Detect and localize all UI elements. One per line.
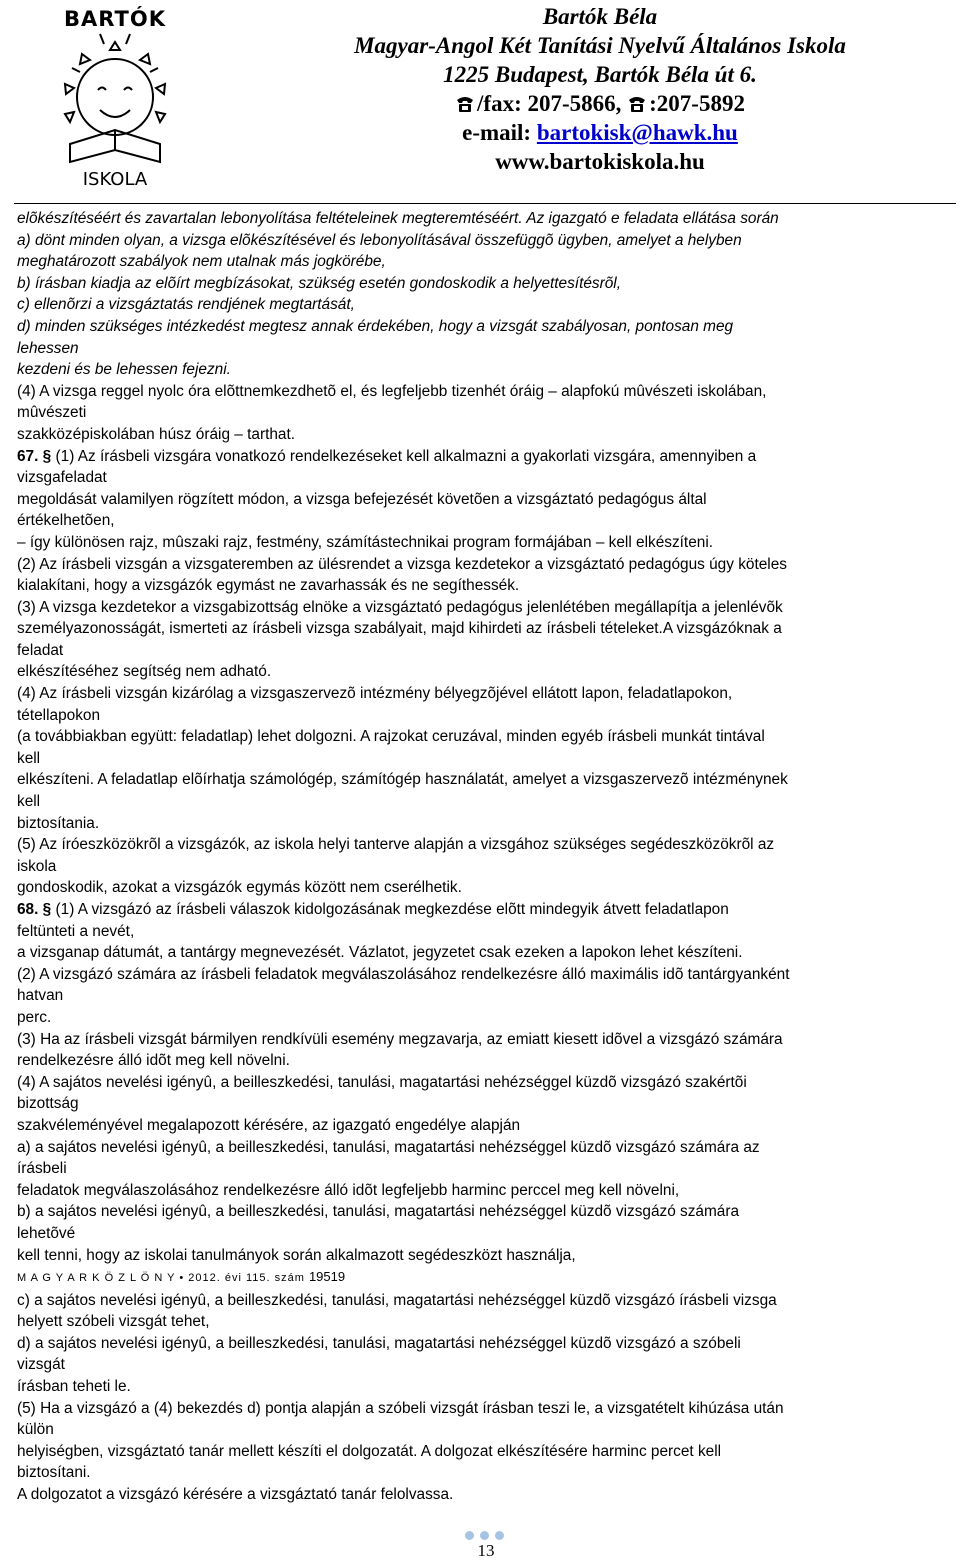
line-text: hatvan xyxy=(17,987,64,1005)
line-text: mûvészeti xyxy=(17,404,87,422)
text-line xyxy=(17,1050,955,1072)
line-text: (4) A sajátos nevelési igényû, a beilleszkedési, tanulási, magatartási nehézséggel küzdõ vizsgázó szakértõi xyxy=(17,1073,747,1091)
line-text: elkészíteni. A feladatlap elõírhatja számológép, számítógép használatát, amelyet a vizsgaszervezõ intézménynek xyxy=(17,771,788,789)
website[interactable]: www.bartokiskola.hu xyxy=(495,149,705,174)
line-text: c) ellenõrzi a vizsgáztatás rendjének megtartását, xyxy=(17,296,355,314)
text-line xyxy=(17,1093,955,1115)
text-line xyxy=(17,791,955,813)
email-line xyxy=(250,118,950,147)
line-text: bizottság xyxy=(17,1095,79,1113)
line-text: c) a sajátos nevelési igényû, a beilleszkedési, tanulási, magatartási nehézséggel küzdõ vizsgázó írásbeli vizsga xyxy=(17,1291,777,1309)
text-line xyxy=(17,683,955,705)
line-text: b) írásban kiadja az elõírt megbízásokat, szükség esetén gondoskodik a helyettesítésrõl, xyxy=(17,274,621,292)
line-text: rendelkezésre álló idõt meg kell növelni. xyxy=(17,1052,290,1070)
text-line xyxy=(17,1484,955,1506)
line-text: feladat xyxy=(17,641,64,659)
line-text: a) a sajátos nevelési igényû, a beilleszkedési, tanulási, magatartási nehézséggel küzdõ vizsgázó számára az xyxy=(17,1138,760,1156)
text-line xyxy=(17,661,955,683)
text-line xyxy=(17,251,955,273)
text-line xyxy=(17,1354,955,1376)
logo-top-text: BARTÓK xyxy=(64,7,166,31)
page-number: 13 xyxy=(477,1541,495,1560)
text-line xyxy=(17,705,955,727)
document-body xyxy=(17,208,955,1506)
footer-dots xyxy=(465,1531,505,1541)
line-text: biztosítani. xyxy=(17,1464,91,1482)
text-line xyxy=(17,1376,955,1398)
email-label: e-mail: xyxy=(462,120,537,145)
school-full-name: Magyar-Angol Két Tanítási Nyelvű Általános Iskola xyxy=(354,33,846,58)
line-text: (1) Az írásbeli vizsgára vonatkozó rendelkezéseket kell alkalmazni a gyakorlati vizsgára, amennyiben a xyxy=(55,447,757,465)
line-text: (3) A vizsga kezdetekor a vizsgabizottság elnöke a vizsgáztató pedagógus jelenlétében megállapítja a jelenlévõk xyxy=(17,598,783,616)
text-line xyxy=(17,294,955,316)
section-number: 68. § xyxy=(17,901,56,918)
line-text: d) minden szükséges intézkedést megtesz annak érdekében, hogy a vizsgát szabályosan, pontosan meg xyxy=(17,317,734,335)
line-text: kialakítani, hogy a vizsgázók egymást ne zavarhassák és ne segíthessék. xyxy=(17,577,520,595)
line-text: kell tenni, hogy az iskolai tanulmányok során alkalmazott segédeszközt használja, xyxy=(17,1246,576,1264)
school-logo xyxy=(30,2,200,192)
text-line xyxy=(17,1419,955,1441)
line-text: a) dönt minden olyan, a vizsga elõkészítésével és lebonyolításával összefüggõ ügyben, amelyet a helyben xyxy=(17,231,742,249)
text-line xyxy=(17,1180,955,1202)
line-text: M A G Y A R K Ö Z L Ö N Y • 2012. évi 115. szám xyxy=(17,1272,309,1285)
text-line xyxy=(17,1201,955,1223)
line-text: írásbeli xyxy=(17,1160,67,1178)
line-text: megoldását valamilyen rögzített módon, a vizsga befejezését követõen a vizsgáztató pedagógus által xyxy=(17,490,707,508)
line-text: (4) A vizsga reggel nyolc óra elõttnemkezdhetõ el, és legfeljebb tizenhét óráig – alapfokú mûvészeti iskolában, xyxy=(17,382,767,400)
line-text: (4) Az írásbeli vizsgán kizárólag a vizsgaszervezõ intézmény bélyegzõjével ellátott lapon, feladatlapokon, xyxy=(17,685,733,703)
text-line xyxy=(17,1115,955,1137)
text-line xyxy=(17,942,955,964)
line-text: (2) Az írásbeli vizsgán a vizsgateremben az ülésrendet a vizsga kezdetekor a vizsgáztató pedagógus úgy köteles xyxy=(17,555,787,573)
line-text: (a továbbiakban együtt: feladatlap) lehet dolgozni. A rajzokat ceruzával, minden egyéb írásbeli munkát tintával xyxy=(17,728,765,746)
line-text: (2) A vizsgázó számára az írásbeli feladatok megválaszolásához rendelkezésre álló maximális idõ tantárgyanként xyxy=(17,965,790,983)
text-line xyxy=(17,1462,955,1484)
text-line xyxy=(17,834,955,856)
line-text: meghatározott szabályok nem utalnak más jogkörébe, xyxy=(17,253,386,271)
school-info xyxy=(250,2,950,176)
email-link[interactable]: bartokisk@hawk.hu xyxy=(536,120,738,145)
line-text: b) a sajátos nevelési igényû, a beilleszkedési, tanulási, magatartási nehézséggel küzdõ vizsgázó számára xyxy=(17,1203,740,1221)
line-text: lehetõvé xyxy=(17,1224,76,1242)
line-text: iskola xyxy=(17,857,57,875)
text-line xyxy=(17,554,955,576)
text-line xyxy=(17,618,955,640)
school-name: Bartók Béla xyxy=(542,4,658,29)
line-text: – így különösen rajz, mûszaki rajz, festmény, számítástechnikai program formájában – kell elkészíteni. xyxy=(17,533,714,551)
line-text: d) a sajátos nevelési igényû, a beilleszkedési, tanulási, magatartási nehézséggel küzdõ vizsgázó a szóbeli xyxy=(17,1334,741,1352)
text-line xyxy=(17,921,955,943)
text-line xyxy=(17,1245,955,1267)
text-line xyxy=(17,1029,955,1051)
text-line xyxy=(17,726,955,748)
text-line xyxy=(17,813,955,835)
line-text: elõkészítéséért és zavartalan lebonyolítása feltételeinek megteremtéséért. Az igazgató e feladata ellátása során xyxy=(17,210,779,227)
footer-dot xyxy=(480,1531,489,1540)
text-line xyxy=(17,1311,955,1333)
line-text: lehessen xyxy=(17,339,79,357)
line-text: helyett szóbeli vizsgát tehet, xyxy=(17,1313,210,1331)
text-line xyxy=(17,1266,955,1290)
text-line xyxy=(17,769,955,791)
text-line xyxy=(17,359,955,381)
header-divider xyxy=(14,203,956,204)
line-text: a vizsganap dátumát, a tantárgy megnevezését. Vázlatot, jegyzetet csak ezeken a lapokon lehet készíteni. xyxy=(17,944,743,962)
text-line xyxy=(17,748,955,770)
line-text: (5) Ha a vizsgázó a (4) bekezdés d) pontja alapján a szóbeli vizsgát írásban teszi le, a vizsgatételt kihúzása után xyxy=(17,1399,784,1417)
text-line xyxy=(17,510,955,532)
line-text: vizsgafeladat xyxy=(17,469,107,487)
text-line xyxy=(17,1333,955,1355)
line-text: (3) Ha az írásbeli vizsgát bármilyen rendkívüli esemény megzavarja, az emiatt kiesett idõvel a vizsgázó számára xyxy=(17,1030,783,1048)
line-text: elkészítéséhez segítség nem adható. xyxy=(17,663,272,681)
text-line xyxy=(17,1398,955,1420)
letterhead xyxy=(0,0,960,196)
text-line xyxy=(17,467,955,489)
phone-number-2: :207-5892 xyxy=(649,91,745,116)
school-address: 1225 Budapest, Bartók Béla út 6. xyxy=(443,62,757,87)
text-line xyxy=(17,208,955,230)
text-line xyxy=(17,1290,955,1312)
line-text: szakközépiskolában húsz óráig – tarthat. xyxy=(17,425,296,443)
line-text: kell xyxy=(17,793,41,811)
line-text: helyiségben, vizsgáztató tanár mellett készíti el dolgozatát. A dolgozat elkészítésére harminc percet kell xyxy=(17,1442,722,1460)
footer-dot xyxy=(465,1531,474,1540)
text-line xyxy=(17,273,955,295)
text-line xyxy=(17,230,955,252)
line-text: értékelhetõen, xyxy=(17,512,115,530)
phone-line xyxy=(250,89,950,118)
footer-dot xyxy=(495,1531,504,1540)
logo-bottom-text: ISKOLA xyxy=(82,169,148,190)
text-line xyxy=(17,1158,955,1180)
line-text: feladatok megválaszolásához rendelkezésre álló idõt legfeljebb harminc perccel meg kell növelni, xyxy=(17,1181,680,1199)
gazette-page-number: 19519 xyxy=(308,1269,346,1285)
line-text: (1) A vizsgázó az írásbeli válaszok kidolgozásának megkezdése elõtt mindegyik átvett feladatlapon xyxy=(55,901,729,918)
line-text: személyazonosságát, ismerteti az írásbeli vizsga szabályait, majd kihirdeti az írásbeli tételeket.A vizsgázóknak a xyxy=(17,620,782,638)
text-line xyxy=(17,597,955,619)
line-text: külön xyxy=(17,1421,54,1439)
text-line xyxy=(17,338,955,360)
phone-fax: /fax: 207-5866, xyxy=(477,91,622,116)
text-line xyxy=(17,489,955,511)
text-line xyxy=(17,1007,955,1029)
text-line xyxy=(17,985,955,1007)
text-line xyxy=(17,856,955,878)
line-text: tétellapokon xyxy=(17,706,101,724)
line-text: szakvéleményével megalapozott kérésére, az igazgató engedélye alapján xyxy=(17,1116,521,1134)
text-line xyxy=(17,964,955,986)
text-line xyxy=(17,446,955,468)
line-text: feltünteti a nevét, xyxy=(17,922,135,940)
text-line xyxy=(17,1441,955,1463)
text-line xyxy=(17,877,955,899)
text-line xyxy=(17,1072,955,1094)
line-text: írásban teheti le. xyxy=(17,1378,131,1396)
phone-icon xyxy=(455,95,475,113)
line-text: kezdeni és be lehessen fejezni. xyxy=(17,361,231,379)
text-line xyxy=(17,640,955,662)
text-line xyxy=(17,575,955,597)
line-text: gondoskodik, azokat a vizsgázók egymás között nem cserélhetik. xyxy=(17,879,462,897)
text-line xyxy=(17,532,955,554)
phone-icon-2 xyxy=(627,95,647,113)
text-line xyxy=(17,899,955,921)
text-line xyxy=(17,1137,955,1159)
line-text: perc. xyxy=(17,1008,52,1026)
text-line xyxy=(17,381,955,403)
line-text: kell xyxy=(17,749,41,767)
text-line xyxy=(17,424,955,446)
line-text: (5) Az íróeszközökrõl a vizsgázók, az iskola helyi tanterve alapján a vizsgához szükséges segédeszközökrõl az xyxy=(17,836,775,854)
text-line xyxy=(17,316,955,338)
section-number: 67. § xyxy=(17,447,56,465)
text-line xyxy=(17,1223,955,1245)
text-line xyxy=(17,402,955,424)
line-text: biztosítania. xyxy=(17,814,100,832)
line-text: A dolgozatot a vizsgázó kérésére a vizsgáztató tanár felolvassa. xyxy=(17,1486,454,1504)
line-text: vizsgát xyxy=(17,1356,65,1374)
